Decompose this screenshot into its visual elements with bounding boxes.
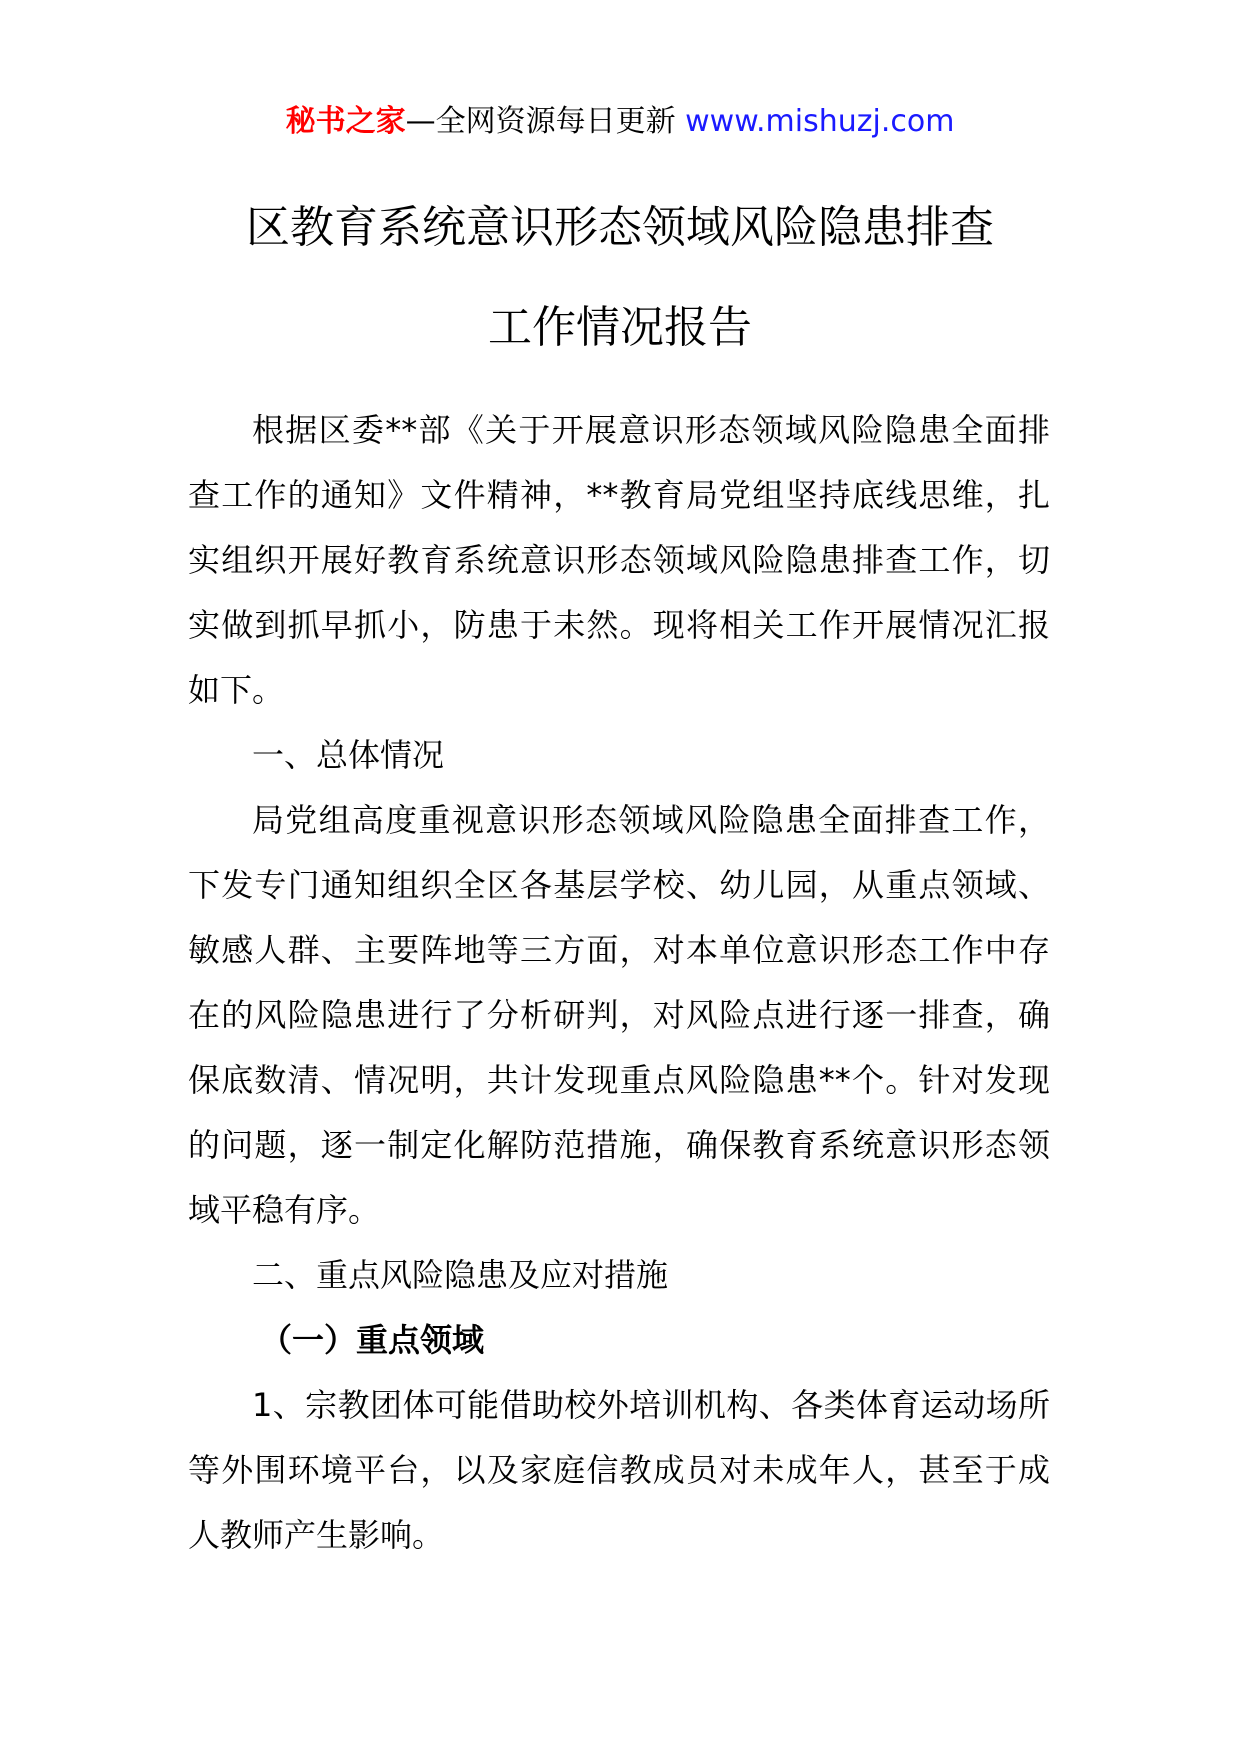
site-url-link[interactable]: www.mishuzj.com <box>685 104 955 139</box>
section-1-heading: 一、总体情况 <box>252 736 445 774</box>
intro-paragraph: 根据区委**部《关于开展意识形态领域风险隐患全面排查工作的通知》文件精神，**教育局党组坚持底线思维，扎实组织开展好教育系统意识形态领域风险隐患排查工作，切实做到抓早抓小，防患于未然。现将相关工作开展情况汇报如下。 <box>188 411 1050 709</box>
document-title-line-1: 区教育系统意识形态领域风险隐患排查 <box>246 202 994 253</box>
section-1-paragraph: 局党组高度重视意识形态领域风险隐患全面排查工作，下发专门通知组织全区各基层学校、幼儿园，从重点领域、敏感人群、主要阵地等三方面，对本单位意识形态工作中存在的风险隐患进行了分析研判，对风险点进行逐一排查，确保底数清、情况明，共计发现重点风险隐患**个。针对发现的问题，逐一制定化解防范措施，确保教育系统意识形态领域平稳有序。 <box>188 801 1050 1229</box>
site-tagline: —全网资源每日更新 <box>405 104 686 139</box>
site-brand: 秘书之家 <box>285 104 406 139</box>
section-2-heading: 二、重点风险隐患及应对措施 <box>252 1256 669 1294</box>
document-body <box>188 398 1050 1568</box>
item-1-paragraph: 1、宗教团体可能借助校外培训机构、各类体育运动场所等外围环境平台，以及家庭信教成员对未成年人，甚至于成人教师产生影响。 <box>188 1386 1050 1554</box>
site-header <box>0 100 1240 144</box>
document-title-line-2: 工作情况报告 <box>488 302 752 353</box>
subsection-1-heading: （一）重点领域 <box>260 1321 485 1359</box>
